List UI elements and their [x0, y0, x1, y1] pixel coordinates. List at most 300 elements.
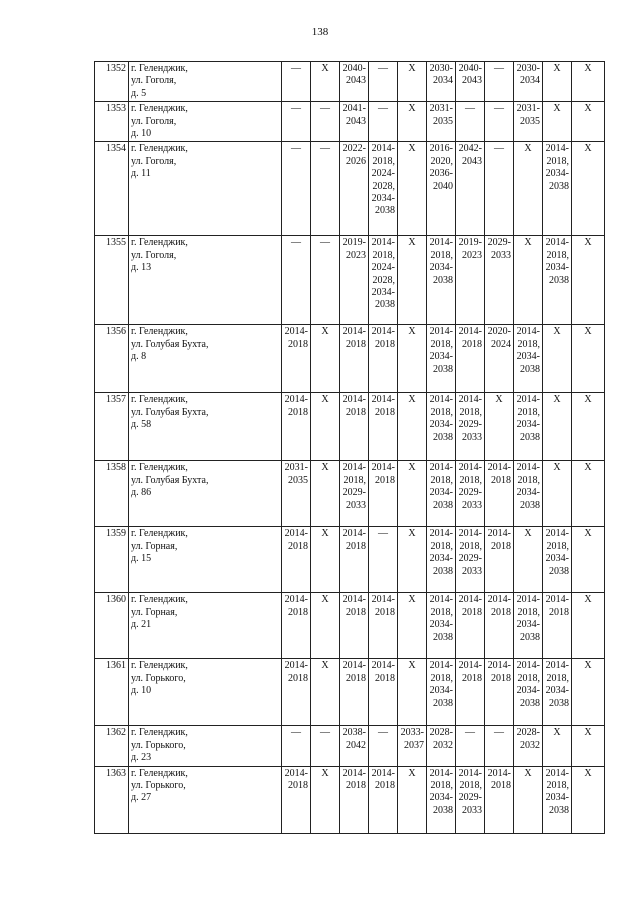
schedule-cell: [427, 102, 456, 142]
schedule-cell: [282, 102, 311, 142]
row-number-cell: 1362: [95, 726, 129, 766]
schedule-cell: [311, 527, 340, 593]
schedule-cell: [398, 461, 427, 527]
schedule-cell-line: X: [408, 103, 416, 115]
schedule-cell-line: —: [291, 103, 301, 115]
table-row: [95, 142, 605, 236]
schedule-cell-line: 2018,: [372, 155, 395, 167]
schedule-cell-line: X: [524, 767, 532, 779]
schedule-cell-line: —: [378, 727, 388, 739]
schedule-cell-line: 2038: [433, 363, 453, 375]
schedule-cell-line: 2014-: [487, 767, 511, 779]
schedule-cell: [311, 62, 340, 102]
schedule-cell: [456, 527, 485, 593]
schedule-cell-line: X: [553, 727, 561, 739]
schedule-cell-line: 2029-: [458, 419, 482, 431]
schedule-cell-line: 2034-: [545, 685, 569, 697]
schedule-cell-line: 2034-: [429, 619, 453, 631]
schedule-cell: [456, 461, 485, 527]
schedule-cell: [514, 62, 543, 102]
schedule-cell: [369, 142, 398, 236]
table-row: [95, 62, 605, 102]
page-number: 138: [311, 26, 329, 38]
schedule-cell: [456, 593, 485, 659]
schedule-cell-line: X: [584, 594, 592, 606]
schedule-cell-line: 2014-: [371, 660, 395, 672]
schedule-cell-line: 2026: [346, 155, 366, 167]
schedule-cell-line: X: [584, 143, 592, 155]
schedule-cell-line: 2014-: [342, 594, 366, 606]
schedule-cell: [311, 236, 340, 325]
schedule-cell: [369, 659, 398, 726]
schedule-cell-line: X: [408, 143, 416, 155]
row-number-cell: 1353: [95, 102, 129, 142]
address-line: ул. Гоголя,: [131, 75, 177, 87]
address-line: г. Геленджик,: [131, 63, 188, 74]
schedule-cell-line: 2034: [520, 75, 540, 87]
schedule-cell: [485, 593, 514, 659]
schedule-cell: [282, 726, 311, 766]
row-number-cell: 1358: [95, 461, 129, 527]
schedule-cell-line: 2018,: [430, 249, 453, 261]
schedule-cell-line: 2014-: [429, 767, 453, 779]
schedule-cell-line: —: [465, 727, 475, 739]
schedule-cell-line: 2018,: [459, 474, 482, 486]
schedule-cell: [398, 236, 427, 325]
schedule-cell-line: X: [584, 660, 592, 672]
schedule-cell-line: 2030-: [429, 63, 453, 74]
schedule-cell-line: X: [321, 767, 329, 779]
schedule-cell: [311, 142, 340, 236]
schedule-cell: [543, 659, 572, 726]
schedule-cell-line: 2014-: [487, 660, 511, 672]
schedule-cell-line: 2033: [491, 249, 511, 261]
schedule-cell-line: 2014-: [284, 528, 308, 540]
schedule-cell-line: 2014-: [458, 660, 482, 672]
schedule-cell-line: 2018: [491, 606, 511, 618]
schedule-cell-line: 2034: [433, 75, 453, 87]
schedule-cell-line: 2014-: [371, 237, 395, 249]
schedule-cell: [514, 659, 543, 726]
schedule-cell-line: 2014-: [342, 462, 366, 474]
schedule-cell: [543, 593, 572, 659]
address-line: д. 5: [131, 87, 147, 99]
schedule-cell-line: 2038: [520, 631, 540, 643]
address-cell: [129, 325, 282, 393]
schedule-cell-line: —: [291, 237, 301, 249]
schedule-cell-line: 2014-: [545, 594, 569, 606]
schedule-cell: [543, 766, 572, 833]
schedule-cell: [398, 102, 427, 142]
address-line: ул. Гоголя,: [131, 155, 177, 167]
schedule-cell-line: 2040: [433, 180, 453, 192]
schedule-cell-line: 2018: [491, 540, 511, 552]
schedule-cell: [398, 726, 427, 766]
schedule-cell: [282, 142, 311, 236]
schedule-cell: [282, 527, 311, 593]
schedule-cell: [514, 102, 543, 142]
schedule-cell: [427, 726, 456, 766]
row-number-cell: 1357: [95, 393, 129, 461]
schedule-cell-line: 2018,: [546, 780, 569, 792]
schedule-cell-line: 2038: [520, 697, 540, 709]
schedule-cell-line: 2018: [491, 780, 511, 792]
schedule-cell-line: 2018,: [430, 474, 453, 486]
address-cell: [129, 593, 282, 659]
schedule-cell: [282, 236, 311, 325]
schedule-cell-line: 2038: [433, 431, 453, 443]
schedule-cell: [369, 726, 398, 766]
schedule-cell-line: 2018,: [430, 540, 453, 552]
schedule-cell: [572, 766, 605, 833]
address-line: д. 13: [131, 262, 152, 274]
schedule-cell: [485, 659, 514, 726]
schedule-cell-line: 2038: [549, 274, 569, 286]
schedule-cell-line: 2014-: [458, 394, 482, 406]
schedule-cell-line: 2034-: [516, 487, 540, 499]
schedule-cell-line: X: [584, 462, 592, 474]
schedule-cell-line: 2043: [462, 155, 482, 167]
schedule-cell-line: 2014-: [284, 660, 308, 672]
schedule-cell-line: 2028,: [372, 180, 395, 192]
schedule-cell: [485, 236, 514, 325]
schedule-cell-line: 2038: [433, 697, 453, 709]
schedule-cell-line: 2038: [433, 631, 453, 643]
schedule-cell-line: 2038: [549, 697, 569, 709]
schedule-cell: [282, 659, 311, 726]
schedule-cell-line: X: [584, 103, 592, 115]
schedule-cell-line: 2034-: [429, 487, 453, 499]
schedule-cell-line: 2042-: [458, 143, 482, 155]
schedule-cell: [514, 142, 543, 236]
schedule-cell-line: X: [408, 528, 416, 540]
address-cell: [129, 102, 282, 142]
schedule-cell-line: 2034-: [429, 792, 453, 804]
schedule-cell: [369, 393, 398, 461]
schedule-cell: [572, 142, 605, 236]
schedule-cell-line: 2014-: [429, 528, 453, 540]
schedule-cell-line: X: [321, 63, 329, 74]
schedule-cell-line: 2014-: [342, 528, 366, 540]
schedule-cell-line: —: [494, 727, 504, 739]
schedule-cell: [340, 766, 369, 833]
row-number-cell: 1363: [95, 766, 129, 833]
schedule-cell: [572, 593, 605, 659]
schedule-cell-line: 2031-: [429, 103, 453, 115]
schedule-cell: [427, 593, 456, 659]
schedule-cell: [398, 766, 427, 833]
schedule-cell-line: 2029-: [458, 792, 482, 804]
schedule-cell-line: 2018,: [372, 249, 395, 261]
schedule-cell-line: 2034-: [545, 792, 569, 804]
schedule-cell-line: —: [320, 143, 330, 155]
schedule-cell: [485, 393, 514, 461]
schedule-cell: [514, 527, 543, 593]
schedule-cell: [543, 726, 572, 766]
schedule-cell-line: —: [494, 143, 504, 155]
schedule-cell: [282, 62, 311, 102]
schedule-cell-line: X: [524, 237, 532, 249]
schedule-cell-line: 2018,: [459, 780, 482, 792]
schedule-cell-line: 2034-: [429, 685, 453, 697]
schedule-cell: [311, 102, 340, 142]
schedule-cell: [572, 62, 605, 102]
schedule-cell: [572, 461, 605, 527]
schedule-cell-line: X: [584, 394, 592, 406]
schedule-cell: [311, 766, 340, 833]
schedule-cell-line: 2014-: [516, 462, 540, 474]
schedule-cell-line: 2014-: [458, 767, 482, 779]
schedule-cell-line: —: [320, 237, 330, 249]
schedule-cell-line: 2014-: [284, 326, 308, 338]
schedule-cell-line: X: [408, 237, 416, 249]
schedule-cell: [311, 659, 340, 726]
schedule-cell-line: X: [321, 462, 329, 474]
address-cell: [129, 659, 282, 726]
schedule-cell-line: 2014-: [371, 143, 395, 155]
schedule-cell-line: 2028-: [516, 727, 540, 739]
schedule-cell-line: 2018: [346, 540, 366, 552]
schedule-cell: [282, 461, 311, 527]
address-line: д. 10: [131, 128, 152, 140]
address-line: ул. Горького,: [131, 739, 186, 751]
schedule-cell-line: X: [584, 727, 592, 739]
schedule-cell-line: 2014-: [284, 594, 308, 606]
schedule-cell: [456, 142, 485, 236]
schedule-cell-line: 2040-: [458, 63, 482, 74]
schedule-cell-line: 2018: [288, 672, 308, 684]
address-line: г. Геленджик,: [131, 767, 188, 779]
schedule-cell-line: X: [553, 63, 561, 74]
schedule-cell-line: 2036-: [429, 168, 453, 180]
schedule-cell: [340, 62, 369, 102]
schedule-cell-line: 2018: [549, 606, 569, 618]
schedule-cell: [427, 527, 456, 593]
address-line: г. Геленджик,: [131, 660, 188, 672]
schedule-cell-line: X: [321, 394, 329, 406]
schedule-cell: [543, 461, 572, 527]
schedule-cell-line: 2018: [288, 606, 308, 618]
schedule-cell-line: 2038: [549, 565, 569, 577]
table-row: [95, 527, 605, 593]
schedule-cell-line: 2018,: [546, 672, 569, 684]
schedule-cell-line: 2018: [375, 780, 395, 792]
schedule-cell-line: 2014-: [429, 326, 453, 338]
schedule-cell-line: 2014-: [545, 767, 569, 779]
schedule-cell-line: 2018: [346, 406, 366, 418]
address-cell: [129, 393, 282, 461]
schedule-cell-line: 2020-: [487, 326, 511, 338]
schedule-cell: [543, 527, 572, 593]
schedule-cell-line: 2018: [462, 606, 482, 618]
schedule-cell-line: 2018,: [517, 672, 540, 684]
schedule-cell-line: 2032: [520, 739, 540, 751]
schedule-cell-line: 2018: [375, 672, 395, 684]
schedule-cell-line: 2014-: [545, 528, 569, 540]
address-line: г. Геленджик,: [131, 143, 188, 155]
schedule-cell: [543, 393, 572, 461]
schedule-cell-line: X: [584, 528, 592, 540]
schedule-cell-line: 2014-: [371, 767, 395, 779]
schedule-cell: [485, 461, 514, 527]
address-line: ул. Голубая Бухта,: [131, 474, 209, 486]
schedule-cell-line: 2038: [375, 205, 395, 217]
schedule-cell-line: 2018: [346, 606, 366, 618]
address-line: г. Геленджик,: [131, 326, 188, 338]
schedule-cell-line: 2014-: [545, 143, 569, 155]
schedule-cell-line: 2014-: [487, 594, 511, 606]
schedule-cell-line: 2034-: [429, 262, 453, 274]
schedule-cell-line: 2018: [346, 780, 366, 792]
schedule-cell: [369, 62, 398, 102]
schedule-cell-line: 2029-: [458, 487, 482, 499]
address-line: г. Геленджик,: [131, 462, 188, 474]
schedule-cell-line: 2034-: [371, 193, 395, 205]
schedule-cell-line: 2033: [462, 431, 482, 443]
schedule-cell-line: 2018: [491, 672, 511, 684]
schedule-cell: [514, 461, 543, 527]
address-line: ул. Горная,: [131, 606, 178, 618]
schedule-cell-line: 2031-: [516, 103, 540, 115]
address-cell: [129, 236, 282, 325]
schedule-cell-line: 2016-: [429, 143, 453, 155]
schedule-cell: [456, 62, 485, 102]
row-number-cell: 1361: [95, 659, 129, 726]
schedule-cell-line: 2035: [288, 474, 308, 486]
schedule-cell-line: 2014-: [429, 660, 453, 672]
schedule-cell-line: 2018: [288, 406, 308, 418]
schedule-cell-line: 2038: [433, 274, 453, 286]
schedule-cell: [398, 659, 427, 726]
schedule-cell: [340, 527, 369, 593]
schedule-cell-line: —: [378, 528, 388, 540]
schedule-cell-line: 2030-: [516, 63, 540, 74]
schedule-cell-line: 2018,: [517, 406, 540, 418]
schedule-cell-line: —: [378, 103, 388, 115]
schedule-cell-line: 2018,: [430, 672, 453, 684]
schedule-cell: [543, 236, 572, 325]
schedule-cell-line: 2014-: [284, 767, 308, 779]
address-cell: [129, 142, 282, 236]
schedule-cell-line: X: [584, 326, 592, 338]
schedule-cell-line: X: [408, 462, 416, 474]
row-number-cell: 1352: [95, 62, 129, 102]
schedule-cell: [427, 461, 456, 527]
schedule-cell: [543, 142, 572, 236]
address-line: ул. Голубая Бухта,: [131, 406, 209, 418]
schedule-cell: [282, 766, 311, 833]
schedule-cell-line: 2024: [491, 338, 511, 350]
schedule-cell-line: 2014-: [458, 462, 482, 474]
schedule-cell: [485, 325, 514, 393]
schedule-cell-line: 2033: [462, 565, 482, 577]
schedule-cell-line: —: [320, 727, 330, 739]
schedule-cell-line: X: [321, 528, 329, 540]
table-row: [95, 461, 605, 527]
address-line: г. Геленджик,: [131, 727, 188, 739]
schedule-cell: [456, 659, 485, 726]
schedule-cell-line: 2038: [520, 363, 540, 375]
schedule-cell-line: 2014-: [429, 237, 453, 249]
schedule-cell-line: X: [408, 394, 416, 406]
schedule-cell-line: 2034-: [545, 262, 569, 274]
schedule-cell-line: 2023: [462, 249, 482, 261]
schedule-cell: [543, 102, 572, 142]
schedule-cell-line: 2014-: [342, 660, 366, 672]
schedule-cell: [456, 102, 485, 142]
schedule-cell: [340, 461, 369, 527]
schedule-cell-line: X: [321, 326, 329, 338]
schedule-cell-line: 2018: [346, 672, 366, 684]
schedule-cell-line: 2014-: [458, 528, 482, 540]
schedule-cell: [427, 659, 456, 726]
schedule-cell: [514, 236, 543, 325]
schedule-cell: [340, 659, 369, 726]
schedule-cell-line: 2038: [375, 299, 395, 311]
schedule-cell: [485, 142, 514, 236]
schedule-cell-line: X: [524, 143, 532, 155]
schedule-cell-line: 2043: [346, 115, 366, 127]
schedule-cell: [427, 325, 456, 393]
schedule-cell-line: 2029-: [458, 553, 482, 565]
schedule-cell: [456, 766, 485, 833]
schedule-cell-line: 2038: [549, 804, 569, 816]
schedule-cell-line: 2038: [433, 565, 453, 577]
schedule-cell-line: 2034-: [516, 619, 540, 631]
address-cell: [129, 461, 282, 527]
schedule-cell: [485, 726, 514, 766]
schedule-cell-line: 2034-: [516, 419, 540, 431]
schedule-cell-line: 2014-: [545, 660, 569, 672]
schedule-cell-line: X: [495, 394, 503, 406]
schedule-cell-line: X: [408, 660, 416, 672]
schedule-cell-line: 2028-: [429, 727, 453, 739]
schedule-cell-line: 2018: [462, 672, 482, 684]
schedule-cell: [369, 593, 398, 659]
schedule-cell-line: 2014-: [342, 767, 366, 779]
schedule-cell-line: 2019-: [342, 237, 366, 249]
schedule-cell-line: 2033: [462, 499, 482, 511]
schedule-cell-line: 2014-: [342, 326, 366, 338]
address-line: ул. Гоголя,: [131, 115, 177, 127]
schedule-cell: [514, 393, 543, 461]
schedule-cell-line: 2018,: [459, 406, 482, 418]
address-line: г. Геленджик,: [131, 594, 188, 606]
schedule-cell-line: X: [553, 462, 561, 474]
schedule-cell-line: —: [465, 103, 475, 115]
schedule-cell-line: 2018: [375, 606, 395, 618]
schedule-cell: [398, 325, 427, 393]
schedule-cell-line: 2038: [520, 431, 540, 443]
schedule-cell-line: 2018: [462, 338, 482, 350]
schedule-cell-line: 2034-: [429, 553, 453, 565]
schedule-cell-line: 2014-: [371, 594, 395, 606]
schedule-cell-line: 2014-: [487, 462, 511, 474]
schedule-cell-line: X: [584, 767, 592, 779]
schedule-cell: [369, 766, 398, 833]
address-line: г. Геленджик,: [131, 528, 188, 540]
schedule-cell-line: 2034-: [516, 685, 540, 697]
row-number-cell: 1355: [95, 236, 129, 325]
housing-repair-schedule-table: [94, 61, 605, 834]
address-cell: [129, 62, 282, 102]
schedule-cell-line: 2014-: [284, 394, 308, 406]
schedule-cell: [282, 593, 311, 659]
schedule-cell: [572, 102, 605, 142]
schedule-cell-line: —: [291, 63, 301, 74]
address-line: д. 8: [131, 351, 147, 363]
schedule-cell-line: 2037: [404, 739, 424, 751]
